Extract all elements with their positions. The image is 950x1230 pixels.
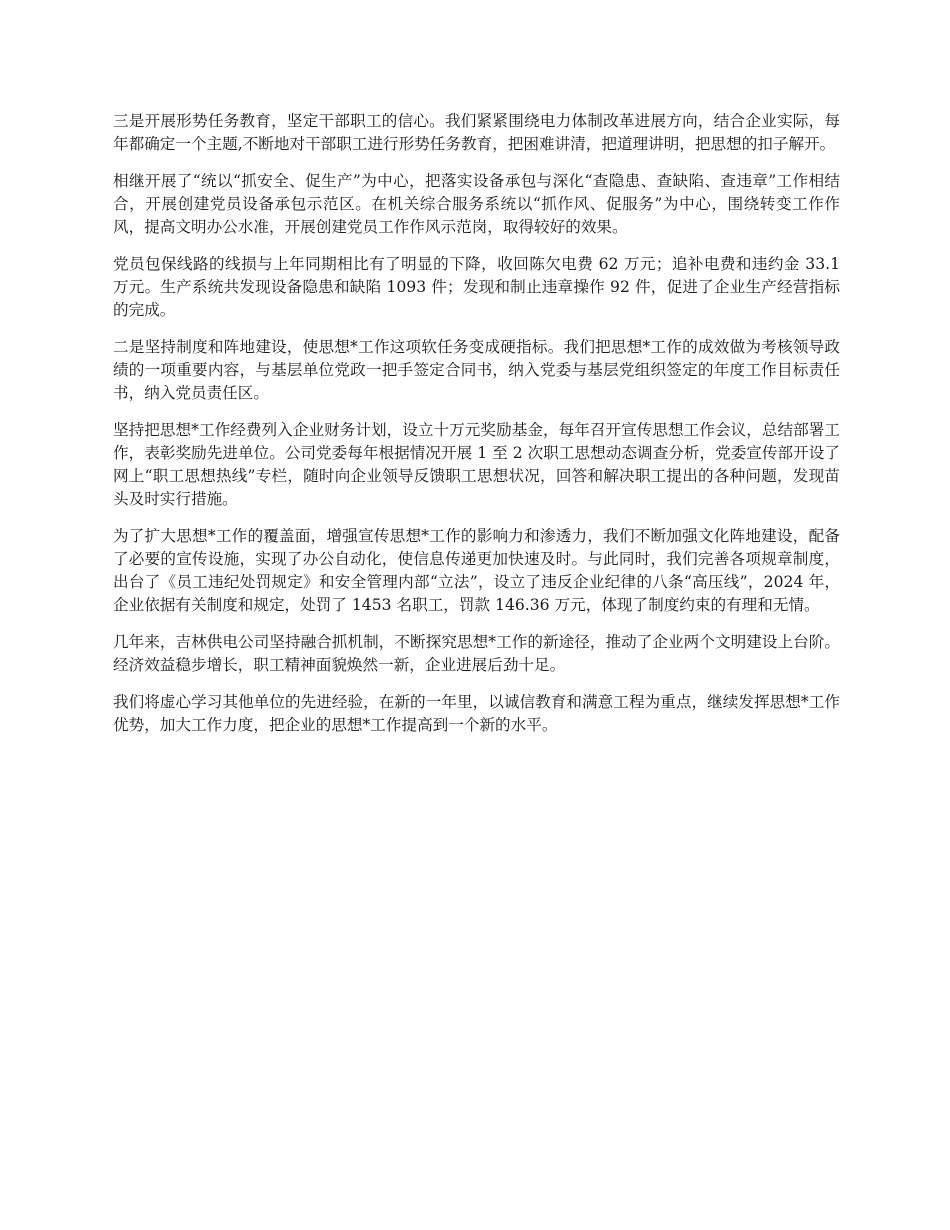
paragraph-4: 二是坚持制度和阵地建设，使思想*工作这项软任务变成硬指标。我们把思想*工作的成效做为考核领导政绩的一项重要内容，与基层单位党政一把手签定合同书，纳入党委与基层党组织签定的年度工作目标责任书，纳入党员责任区。 — [113, 338, 840, 402]
document-body — [113, 110, 840, 751]
paragraph-6: 为了扩大思想*工作的覆盖面，增强宣传思想*工作的影响力和渗透力，我们不断加强文化阵地建设，配备了必要的宣传设施，实现了办公自动化，使信息传递更加快速及时。与此同时，我们完善各项规章制度，出台了《员工违纪处罚规定》和安全管理内部“立法”，设立了违反企业纪律的八条“高压线”，2024 年，企业依据有关制度和规定，处罚了 1453 名职工，罚款 146.36 万元，体现了制度约束的有理和无情。 — [113, 527, 840, 614]
paragraph-7: 几年来，吉林供电公司坚持融合抓机制，不断探究思想*工作的新途径，推动了企业两个文明建设上台阶。经济效益稳步增长，职工精神面貌焕然一新，企业进展后劲十足。 — [113, 633, 840, 674]
paragraph-5: 坚持把思想*工作经费列入企业财务计划，设立十万元奖励基金，每年召开宣传思想工作会议，总结部署工作，表彰奖励先进单位。公司党委每年根据情况开展 1 至 2 次职工思想动态调查分析，党委宣传部开设了网上“职工思想热线”专栏，随时向企业领导反馈职工思想状况，回答和解决职工提出的各种问题，发现苗头及时实行措施。 — [113, 421, 840, 508]
paragraph-2: 相继开展了“统以“抓安全、促生产”为中心，把落实设备承包与深化“查隐患、查缺陷、查违章”工作相结合，开展创建党员设备承包示范区。在机关综合服务系统以“抓作风、促服务”为中心，围绕转变工作作风，提高文明办公水准，开展创建党员工作作风示范岗，取得较好的效果。 — [113, 172, 840, 236]
paragraph-8: 我们将虚心学习其他单位的先进经验，在新的一年里，以诚信教育和满意工程为重点，继续发挥思想*工作优势，加大工作力度，把企业的思想*工作提高到一个新的水平。 — [113, 693, 840, 734]
paragraph-1: 三是开展形势任务教育，坚定干部职工的信心。我们紧紧围绕电力体制改革进展方向，结合企业实际，每年都确定一个主题,不断地对干部职工进行形势任务教育，把困难讲清，把道理讲明，把思想的扣子解开。 — [113, 112, 840, 153]
paragraph-3: 党员包保线路的线损与上年同期相比有了明显的下降，收回陈欠电费 62 万元；追补电费和违约金 33.1 万元。生产系统共发现设备隐患和缺陷 1093 件；发现和制止违章操作 92 件，促进了企业生产经营指标的完成。 — [113, 255, 840, 319]
